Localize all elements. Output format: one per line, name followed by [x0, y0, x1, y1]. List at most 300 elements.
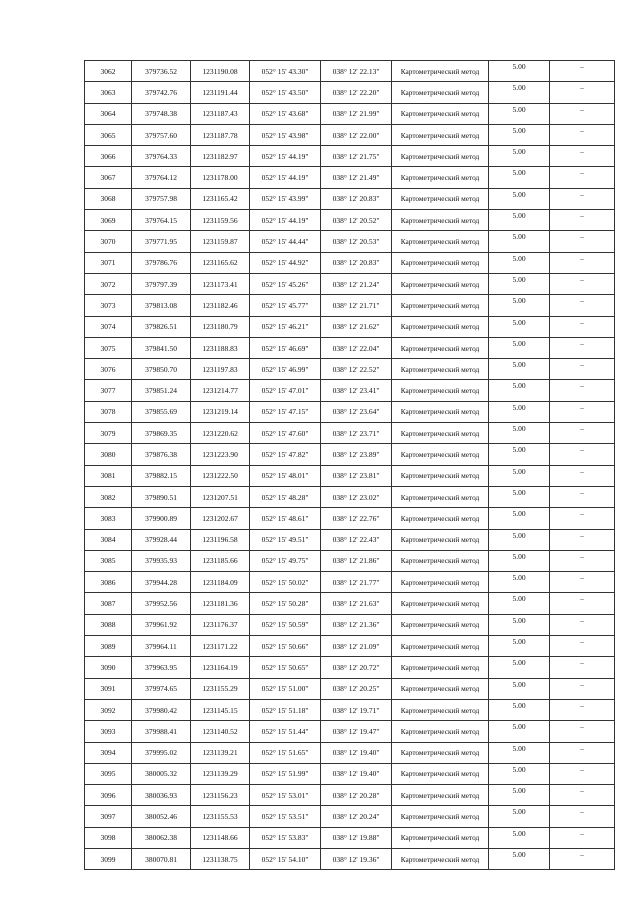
y-coordinate-cell: 1231184.09 — [191, 572, 250, 593]
accuracy-cell: 5.00 — [489, 827, 550, 848]
extra-cell: – — [550, 337, 615, 358]
point-number-cell: 3099 — [85, 848, 132, 869]
table-row — [85, 550, 615, 571]
table-row — [85, 61, 615, 82]
accuracy-cell: 5.00 — [489, 337, 550, 358]
y-coordinate-cell: 1231171.22 — [191, 636, 250, 657]
latitude-cell: 052° 15' 47.60" — [250, 423, 321, 444]
y-coordinate-cell: 1231219.14 — [191, 401, 250, 422]
table-row — [85, 572, 615, 593]
point-number-cell: 3069 — [85, 210, 132, 231]
x-coordinate-cell: 379841.50 — [132, 337, 191, 358]
extra-cell: – — [550, 508, 615, 529]
latitude-cell: 052° 15' 51.00" — [250, 678, 321, 699]
extra-cell: – — [550, 486, 615, 507]
y-coordinate-cell: 1231176.37 — [191, 614, 250, 635]
table-row — [85, 316, 615, 337]
extra-cell: – — [550, 806, 615, 827]
longitude-cell: 038° 12' 23.71" — [321, 423, 392, 444]
y-coordinate-cell: 1231165.62 — [191, 252, 250, 273]
point-number-cell: 3063 — [85, 82, 132, 103]
y-coordinate-cell: 1231187.78 — [191, 124, 250, 145]
latitude-cell: 052° 15' 43.98" — [250, 124, 321, 145]
point-number-cell: 3098 — [85, 827, 132, 848]
method-cell: Картометрический метод — [392, 82, 489, 103]
accuracy-cell: 5.00 — [489, 848, 550, 869]
y-coordinate-cell: 1231188.83 — [191, 337, 250, 358]
accuracy-cell: 5.00 — [489, 550, 550, 571]
latitude-cell: 052° 15' 53.01" — [250, 785, 321, 806]
x-coordinate-cell: 379988.41 — [132, 721, 191, 742]
extra-cell: – — [550, 252, 615, 273]
accuracy-cell: 5.00 — [489, 614, 550, 635]
table-body — [85, 61, 615, 870]
point-number-cell: 3081 — [85, 465, 132, 486]
latitude-cell: 052° 15' 44.44" — [250, 231, 321, 252]
longitude-cell: 038° 12' 23.41" — [321, 380, 392, 401]
accuracy-cell: 5.00 — [489, 785, 550, 806]
method-cell: Картометрический метод — [392, 785, 489, 806]
point-number-cell: 3074 — [85, 316, 132, 337]
latitude-cell: 052° 15' 44.19" — [250, 146, 321, 167]
latitude-cell: 052° 15' 45.77" — [250, 295, 321, 316]
x-coordinate-cell: 379964.11 — [132, 636, 191, 657]
x-coordinate-cell: 379764.33 — [132, 146, 191, 167]
table-row — [85, 699, 615, 720]
accuracy-cell: 5.00 — [489, 444, 550, 465]
table-row — [85, 465, 615, 486]
method-cell: Картометрический метод — [392, 636, 489, 657]
point-number-cell: 3062 — [85, 61, 132, 82]
y-coordinate-cell: 1231185.66 — [191, 550, 250, 571]
accuracy-cell: 5.00 — [489, 401, 550, 422]
point-number-cell: 3084 — [85, 529, 132, 550]
x-coordinate-cell: 379963.95 — [132, 657, 191, 678]
accuracy-cell: 5.00 — [489, 231, 550, 252]
y-coordinate-cell: 1231178.00 — [191, 167, 250, 188]
y-coordinate-cell: 1231187.43 — [191, 103, 250, 124]
table-row — [85, 593, 615, 614]
latitude-cell: 052° 15' 44.19" — [250, 210, 321, 231]
extra-cell: – — [550, 636, 615, 657]
accuracy-cell: 5.00 — [489, 593, 550, 614]
point-number-cell: 3075 — [85, 337, 132, 358]
accuracy-cell: 5.00 — [489, 699, 550, 720]
extra-cell: – — [550, 827, 615, 848]
table-row — [85, 82, 615, 103]
method-cell: Картометрический метод — [392, 210, 489, 231]
point-number-cell: 3085 — [85, 550, 132, 571]
method-cell: Картометрический метод — [392, 273, 489, 294]
longitude-cell: 038° 12' 19.40" — [321, 742, 392, 763]
table-row — [85, 295, 615, 316]
accuracy-cell: 5.00 — [489, 636, 550, 657]
longitude-cell: 038° 12' 23.64" — [321, 401, 392, 422]
y-coordinate-cell: 1231156.23 — [191, 785, 250, 806]
extra-cell: – — [550, 273, 615, 294]
method-cell: Картометрический метод — [392, 465, 489, 486]
x-coordinate-cell: 379974.65 — [132, 678, 191, 699]
longitude-cell: 038° 12' 21.86" — [321, 550, 392, 571]
accuracy-cell: 5.00 — [489, 146, 550, 167]
latitude-cell: 052° 15' 46.21" — [250, 316, 321, 337]
latitude-cell: 052° 15' 47.82" — [250, 444, 321, 465]
method-cell: Картометрический метод — [392, 848, 489, 869]
accuracy-cell: 5.00 — [489, 529, 550, 550]
extra-cell: – — [550, 61, 615, 82]
method-cell: Картометрический метод — [392, 188, 489, 209]
longitude-cell: 038° 12' 20.53" — [321, 231, 392, 252]
x-coordinate-cell: 379851.24 — [132, 380, 191, 401]
x-coordinate-cell: 379900.89 — [132, 508, 191, 529]
extra-cell: – — [550, 103, 615, 124]
x-coordinate-cell: 379882.15 — [132, 465, 191, 486]
method-cell: Картометрический метод — [392, 529, 489, 550]
method-cell: Картометрический метод — [392, 231, 489, 252]
y-coordinate-cell: 1231191.44 — [191, 82, 250, 103]
point-number-cell: 3090 — [85, 657, 132, 678]
point-number-cell: 3091 — [85, 678, 132, 699]
latitude-cell: 052° 15' 49.75" — [250, 550, 321, 571]
table-row — [85, 508, 615, 529]
point-number-cell: 3093 — [85, 721, 132, 742]
method-cell: Картометрический метод — [392, 316, 489, 337]
x-coordinate-cell: 379928.44 — [132, 529, 191, 550]
extra-cell: – — [550, 657, 615, 678]
method-cell: Картометрический метод — [392, 167, 489, 188]
accuracy-cell: 5.00 — [489, 572, 550, 593]
x-coordinate-cell: 379855.69 — [132, 401, 191, 422]
method-cell: Картометрический метод — [392, 657, 489, 678]
y-coordinate-cell: 1231164.19 — [191, 657, 250, 678]
longitude-cell: 038° 12' 21.75" — [321, 146, 392, 167]
longitude-cell: 038° 12' 23.02" — [321, 486, 392, 507]
point-number-cell: 3083 — [85, 508, 132, 529]
x-coordinate-cell: 379952.56 — [132, 593, 191, 614]
extra-cell: – — [550, 593, 615, 614]
table-row — [85, 678, 615, 699]
accuracy-cell: 5.00 — [489, 316, 550, 337]
table-row — [85, 252, 615, 273]
table-row — [85, 188, 615, 209]
extra-cell: – — [550, 785, 615, 806]
latitude-cell: 052° 15' 51.65" — [250, 742, 321, 763]
method-cell: Картометрический метод — [392, 550, 489, 571]
longitude-cell: 038° 12' 20.83" — [321, 252, 392, 273]
longitude-cell: 038° 12' 21.49" — [321, 167, 392, 188]
accuracy-cell: 5.00 — [489, 252, 550, 273]
accuracy-cell: 5.00 — [489, 167, 550, 188]
longitude-cell: 038° 12' 21.36" — [321, 614, 392, 635]
extra-cell: – — [550, 699, 615, 720]
table-row — [85, 103, 615, 124]
latitude-cell: 052° 15' 43.50" — [250, 82, 321, 103]
table-row — [85, 529, 615, 550]
x-coordinate-cell: 380062.38 — [132, 827, 191, 848]
extra-cell: – — [550, 167, 615, 188]
method-cell: Картометрический метод — [392, 572, 489, 593]
longitude-cell: 038° 12' 22.00" — [321, 124, 392, 145]
method-cell: Картометрический метод — [392, 146, 489, 167]
table-row — [85, 486, 615, 507]
table-row — [85, 721, 615, 742]
accuracy-cell: 5.00 — [489, 103, 550, 124]
x-coordinate-cell: 379764.15 — [132, 210, 191, 231]
table-row — [85, 273, 615, 294]
accuracy-cell: 5.00 — [489, 465, 550, 486]
x-coordinate-cell: 379826.51 — [132, 316, 191, 337]
extra-cell: – — [550, 124, 615, 145]
point-number-cell: 3067 — [85, 167, 132, 188]
method-cell: Картометрический метод — [392, 401, 489, 422]
longitude-cell: 038° 12' 22.43" — [321, 529, 392, 550]
accuracy-cell: 5.00 — [489, 763, 550, 784]
latitude-cell: 052° 15' 48.61" — [250, 508, 321, 529]
extra-cell: – — [550, 742, 615, 763]
x-coordinate-cell: 380070.81 — [132, 848, 191, 869]
table-row — [85, 231, 615, 252]
point-number-cell: 3080 — [85, 444, 132, 465]
method-cell: Картометрический метод — [392, 252, 489, 273]
point-number-cell: 3077 — [85, 380, 132, 401]
extra-cell: – — [550, 359, 615, 380]
y-coordinate-cell: 1231214.77 — [191, 380, 250, 401]
point-number-cell: 3070 — [85, 231, 132, 252]
y-coordinate-cell: 1231139.29 — [191, 763, 250, 784]
latitude-cell: 052° 15' 45.26" — [250, 273, 321, 294]
y-coordinate-cell: 1231165.42 — [191, 188, 250, 209]
method-cell: Картометрический метод — [392, 103, 489, 124]
y-coordinate-cell: 1231182.97 — [191, 146, 250, 167]
latitude-cell: 052° 15' 50.28" — [250, 593, 321, 614]
point-number-cell: 3094 — [85, 742, 132, 763]
extra-cell: – — [550, 763, 615, 784]
extra-cell: – — [550, 231, 615, 252]
point-number-cell: 3066 — [85, 146, 132, 167]
point-number-cell: 3097 — [85, 806, 132, 827]
x-coordinate-cell: 379995.02 — [132, 742, 191, 763]
extra-cell: – — [550, 572, 615, 593]
x-coordinate-cell: 379757.60 — [132, 124, 191, 145]
accuracy-cell: 5.00 — [489, 486, 550, 507]
accuracy-cell: 5.00 — [489, 423, 550, 444]
table-row — [85, 337, 615, 358]
latitude-cell: 052° 15' 50.59" — [250, 614, 321, 635]
extra-cell: – — [550, 678, 615, 699]
longitude-cell: 038° 12' 21.24" — [321, 273, 392, 294]
longitude-cell: 038° 12' 20.25" — [321, 678, 392, 699]
accuracy-cell: 5.00 — [489, 678, 550, 699]
accuracy-cell: 5.00 — [489, 124, 550, 145]
y-coordinate-cell: 1231202.67 — [191, 508, 250, 529]
y-coordinate-cell: 1231207.51 — [191, 486, 250, 507]
longitude-cell: 038° 12' 20.83" — [321, 188, 392, 209]
table-row — [85, 210, 615, 231]
longitude-cell: 038° 12' 22.04" — [321, 337, 392, 358]
x-coordinate-cell: 379764.12 — [132, 167, 191, 188]
longitude-cell: 038° 12' 20.72" — [321, 657, 392, 678]
x-coordinate-cell: 379850.70 — [132, 359, 191, 380]
x-coordinate-cell: 379786.76 — [132, 252, 191, 273]
table-row — [85, 742, 615, 763]
extra-cell: – — [550, 316, 615, 337]
x-coordinate-cell: 379797.39 — [132, 273, 191, 294]
y-coordinate-cell: 1231148.66 — [191, 827, 250, 848]
y-coordinate-cell: 1231223.90 — [191, 444, 250, 465]
table-row — [85, 444, 615, 465]
y-coordinate-cell: 1231220.62 — [191, 423, 250, 444]
longitude-cell: 038° 12' 19.88" — [321, 827, 392, 848]
latitude-cell: 052° 15' 44.19" — [250, 167, 321, 188]
table-row — [85, 848, 615, 869]
latitude-cell: 052° 15' 50.65" — [250, 657, 321, 678]
y-coordinate-cell: 1231155.29 — [191, 678, 250, 699]
method-cell: Картометрический метод — [392, 337, 489, 358]
longitude-cell: 038° 12' 19.40" — [321, 763, 392, 784]
point-number-cell: 3082 — [85, 486, 132, 507]
point-number-cell: 3088 — [85, 614, 132, 635]
accuracy-cell: 5.00 — [489, 742, 550, 763]
y-coordinate-cell: 1231145.15 — [191, 699, 250, 720]
y-coordinate-cell: 1231197.83 — [191, 359, 250, 380]
accuracy-cell: 5.00 — [489, 380, 550, 401]
latitude-cell: 052° 15' 53.83" — [250, 827, 321, 848]
latitude-cell: 052° 15' 51.18" — [250, 699, 321, 720]
point-number-cell: 3079 — [85, 423, 132, 444]
table-row — [85, 657, 615, 678]
table-row — [85, 167, 615, 188]
x-coordinate-cell: 379961.92 — [132, 614, 191, 635]
point-number-cell: 3071 — [85, 252, 132, 273]
latitude-cell: 052° 15' 43.30" — [250, 61, 321, 82]
table-row — [85, 359, 615, 380]
point-number-cell: 3072 — [85, 273, 132, 294]
coordinates-table — [84, 60, 615, 870]
method-cell: Картометрический метод — [392, 699, 489, 720]
longitude-cell: 038° 12' 21.62" — [321, 316, 392, 337]
latitude-cell: 052° 15' 50.02" — [250, 572, 321, 593]
latitude-cell: 052° 15' 46.69" — [250, 337, 321, 358]
table-row — [85, 636, 615, 657]
longitude-cell: 038° 12' 21.71" — [321, 295, 392, 316]
extra-cell: – — [550, 444, 615, 465]
point-number-cell: 3095 — [85, 763, 132, 784]
x-coordinate-cell: 379757.98 — [132, 188, 191, 209]
point-number-cell: 3068 — [85, 188, 132, 209]
method-cell: Картометрический метод — [392, 380, 489, 401]
extra-cell: – — [550, 380, 615, 401]
extra-cell: – — [550, 721, 615, 742]
longitude-cell: 038° 12' 19.47" — [321, 721, 392, 742]
accuracy-cell: 5.00 — [489, 657, 550, 678]
accuracy-cell: 5.00 — [489, 295, 550, 316]
extra-cell: – — [550, 529, 615, 550]
y-coordinate-cell: 1231182.46 — [191, 295, 250, 316]
point-number-cell: 3064 — [85, 103, 132, 124]
table-row — [85, 827, 615, 848]
y-coordinate-cell: 1231181.36 — [191, 593, 250, 614]
point-number-cell: 3089 — [85, 636, 132, 657]
table-row — [85, 401, 615, 422]
method-cell: Картометрический метод — [392, 444, 489, 465]
extra-cell: – — [550, 210, 615, 231]
x-coordinate-cell: 379748.38 — [132, 103, 191, 124]
accuracy-cell: 5.00 — [489, 61, 550, 82]
method-cell: Картометрический метод — [392, 742, 489, 763]
table-row — [85, 763, 615, 784]
x-coordinate-cell: 379813.08 — [132, 295, 191, 316]
method-cell: Картометрический метод — [392, 61, 489, 82]
method-cell: Картометрический метод — [392, 827, 489, 848]
x-coordinate-cell: 380005.32 — [132, 763, 191, 784]
table-row — [85, 806, 615, 827]
latitude-cell: 052° 15' 48.01" — [250, 465, 321, 486]
longitude-cell: 038° 12' 21.99" — [321, 103, 392, 124]
point-number-cell: 3087 — [85, 593, 132, 614]
extra-cell: – — [550, 295, 615, 316]
latitude-cell: 052° 15' 47.01" — [250, 380, 321, 401]
method-cell: Картометрический метод — [392, 508, 489, 529]
longitude-cell: 038° 12' 22.76" — [321, 508, 392, 529]
x-coordinate-cell: 380052.46 — [132, 806, 191, 827]
longitude-cell: 038° 12' 20.52" — [321, 210, 392, 231]
y-coordinate-cell: 1231196.58 — [191, 529, 250, 550]
longitude-cell: 038° 12' 23.89" — [321, 444, 392, 465]
x-coordinate-cell: 379890.51 — [132, 486, 191, 507]
latitude-cell: 052° 15' 51.99" — [250, 763, 321, 784]
y-coordinate-cell: 1231180.79 — [191, 316, 250, 337]
y-coordinate-cell: 1231155.53 — [191, 806, 250, 827]
extra-cell: – — [550, 465, 615, 486]
table-row — [85, 785, 615, 806]
method-cell: Картометрический метод — [392, 763, 489, 784]
accuracy-cell: 5.00 — [489, 359, 550, 380]
accuracy-cell: 5.00 — [489, 508, 550, 529]
method-cell: Картометрический метод — [392, 678, 489, 699]
y-coordinate-cell: 1231173.41 — [191, 273, 250, 294]
extra-cell: – — [550, 82, 615, 103]
x-coordinate-cell: 379944.28 — [132, 572, 191, 593]
x-coordinate-cell: 379771.95 — [132, 231, 191, 252]
latitude-cell: 052° 15' 54.10" — [250, 848, 321, 869]
y-coordinate-cell: 1231222.50 — [191, 465, 250, 486]
extra-cell: – — [550, 848, 615, 869]
extra-cell: – — [550, 188, 615, 209]
extra-cell: – — [550, 146, 615, 167]
x-coordinate-cell: 379742.76 — [132, 82, 191, 103]
longitude-cell: 038° 12' 21.09" — [321, 636, 392, 657]
longitude-cell: 038° 12' 22.13" — [321, 61, 392, 82]
table-row — [85, 614, 615, 635]
y-coordinate-cell: 1231159.56 — [191, 210, 250, 231]
table-row — [85, 380, 615, 401]
x-coordinate-cell: 379935.93 — [132, 550, 191, 571]
latitude-cell: 052° 15' 48.28" — [250, 486, 321, 507]
method-cell: Картометрический метод — [392, 295, 489, 316]
latitude-cell: 052° 15' 47.15" — [250, 401, 321, 422]
y-coordinate-cell: 1231140.52 — [191, 721, 250, 742]
longitude-cell: 038° 12' 23.81" — [321, 465, 392, 486]
longitude-cell: 038° 12' 19.36" — [321, 848, 392, 869]
point-number-cell: 3076 — [85, 359, 132, 380]
table-row — [85, 423, 615, 444]
method-cell: Картометрический метод — [392, 423, 489, 444]
longitude-cell: 038° 12' 20.28" — [321, 785, 392, 806]
latitude-cell: 052° 15' 46.99" — [250, 359, 321, 380]
longitude-cell: 038° 12' 21.77" — [321, 572, 392, 593]
accuracy-cell: 5.00 — [489, 210, 550, 231]
latitude-cell: 052° 15' 43.99" — [250, 188, 321, 209]
